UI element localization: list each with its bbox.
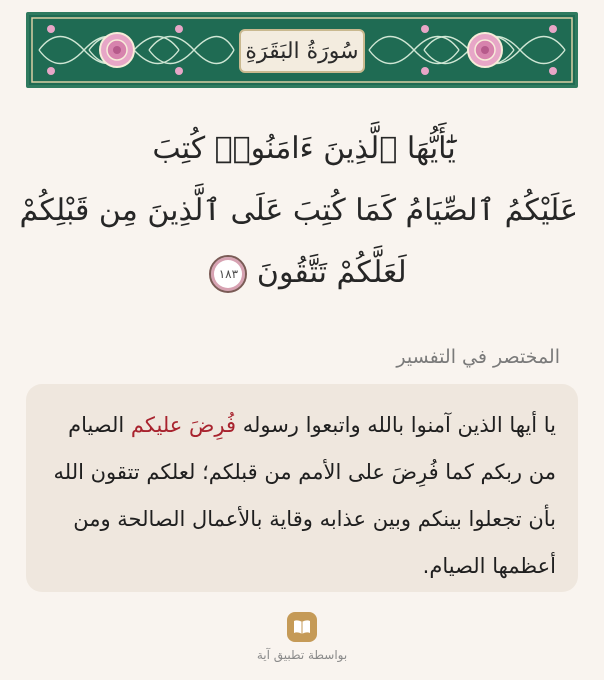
tafsir-text-part1: يا أيها الذين آمنوا بالله واتبعوا رسوله xyxy=(236,413,556,437)
flower-icon-right xyxy=(468,33,502,67)
footer xyxy=(0,612,604,662)
verse-line-3-text: لَعَلَّكُمْ تَتَّقُونَ xyxy=(256,255,407,290)
footer-attribution: بواسطة تطبيق آية xyxy=(256,648,348,662)
quran-verse xyxy=(19,118,578,304)
tafsir-card xyxy=(26,384,578,592)
tafsir-heading: المختصر في التفسير xyxy=(396,346,560,368)
tafsir-text xyxy=(48,402,556,590)
app-logo-icon[interactable] xyxy=(287,612,317,642)
flower-icon-left xyxy=(100,33,134,67)
verse-line-1: يَٰٓأَيُّهَا ٱلَّذِينَ ءَامَنُوا۟ كُتِبَ xyxy=(152,131,456,166)
open-book-icon xyxy=(293,619,311,635)
verse-line-2: عَلَيْكُمُ ٱلصِّيَامُ كَمَا كُتِبَ عَلَى ٱلَّذِينَ مِن قَبْلِكُمْ xyxy=(19,193,578,228)
surah-title: سُورَةُ البَقَرَةِ xyxy=(245,38,359,64)
ayah-number-marker: ١٨٣ xyxy=(209,255,247,293)
surah-title-box xyxy=(239,29,365,73)
tafsir-text-part2: الصيام من ربكم كما فُرِضَ على الأمم من قبلكم؛ لعلكم تتقون الله بأن تجعلوا بينكم وبين عذابه وقاية بالأعمال الصالحة ومن أعظمها الصيام. xyxy=(53,413,556,578)
verse-line-3 xyxy=(30,242,578,304)
surah-header-ornament xyxy=(26,12,578,88)
tafsir-highlight: فُرِضَ عليكم xyxy=(130,413,237,437)
